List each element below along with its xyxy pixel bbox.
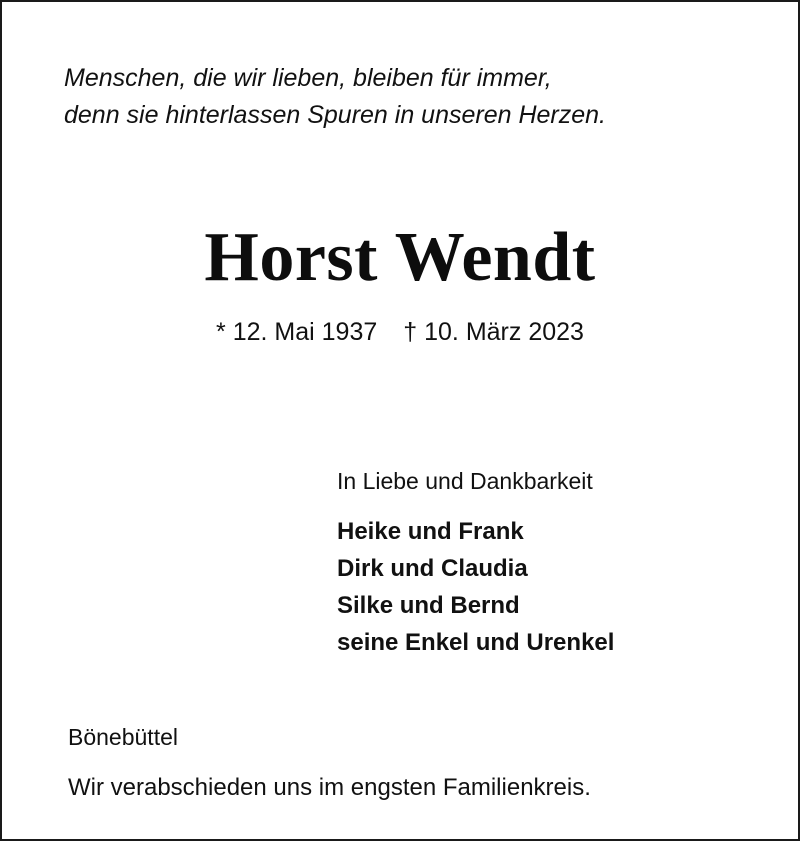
funeral-note: Wir verabschieden uns im engsten Familienkreis. [68,774,591,801]
quote-line-1: Menschen, die wir lieben, bleiben für immer, [64,64,552,92]
quote-line-2: denn sie hinterlassen Spuren in unseren Herzen. [64,101,607,129]
mourners-list [337,513,614,661]
place-name: Bönebüttel [68,724,178,750]
mourners-intro: In Liebe und Dankbarkeit [337,468,593,494]
mourner-name: Heike und Frank [337,518,524,545]
birth-date: * 12. Mai 1937 [216,318,378,346]
mourner-name: seine Enkel und Urenkel [337,629,615,656]
mourner-name: Dirk und Claudia [337,555,528,582]
deceased-name: Horst Wendt [204,219,596,296]
memorial-quote [64,60,606,134]
mourner-name: Silke und Bernd [337,592,520,619]
life-dates [2,316,798,348]
death-date: † 10. März 2023 [403,318,584,346]
